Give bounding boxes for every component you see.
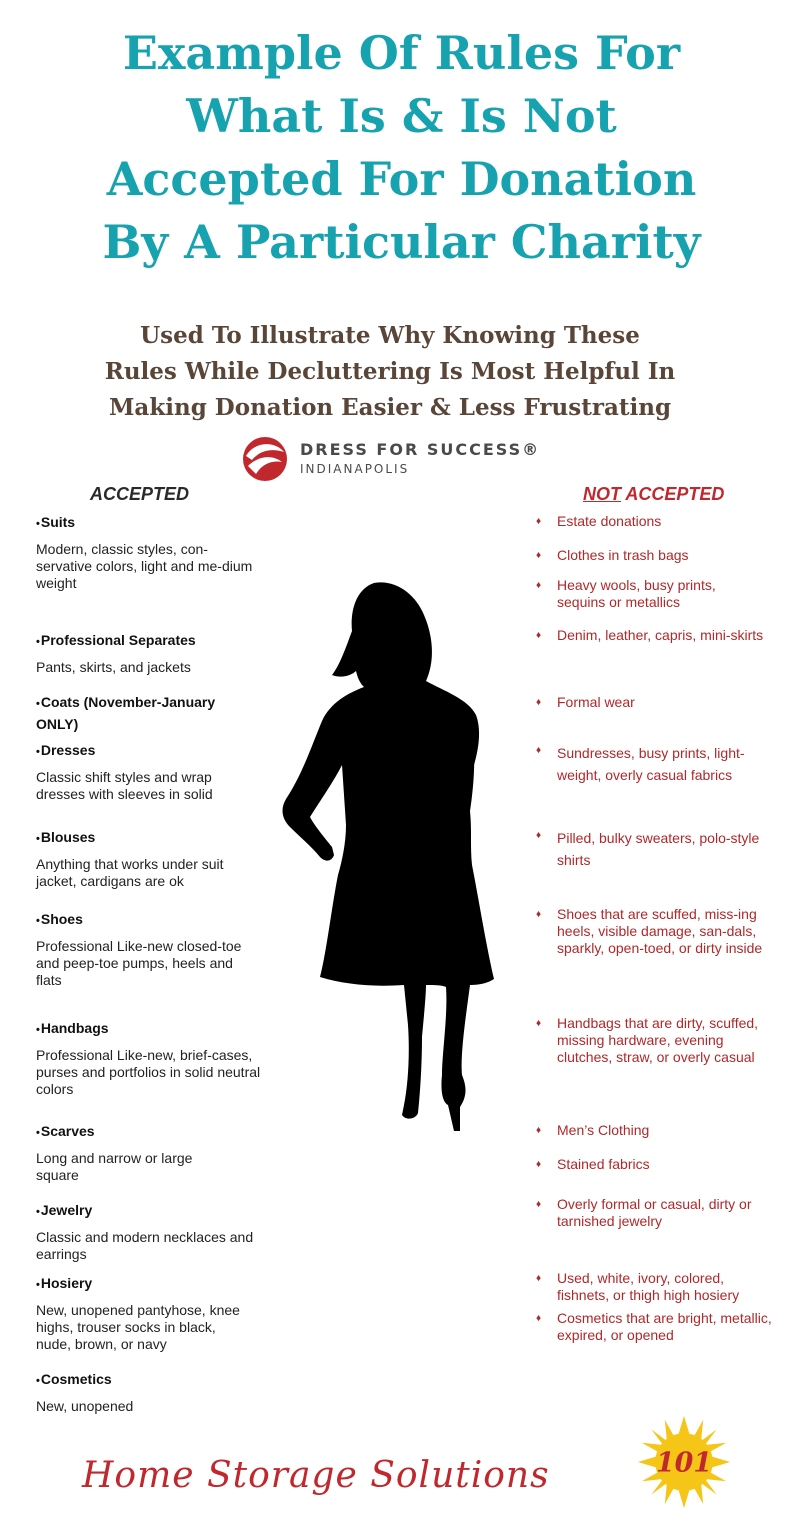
title-line: What Is & Is Not [186,89,617,143]
bullet-icon: ♦ [536,909,542,920]
accepted-item-desc: New, unopened pantyhose, knee highs, trouser socks in black, nude, brown, or navy [36,1302,240,1352]
accepted-heading: ACCEPTED [90,484,190,504]
not-accepted-item [536,694,776,711]
not-accepted-item [536,742,776,786]
accepted-item-heading: • Hosiery [36,1273,276,1295]
title-line: Accepted For Donation [106,152,697,206]
not-accepted-text: Formal wear [557,694,635,710]
bullet-icon: ♦ [536,745,542,756]
bullet-icon: ♦ [536,1199,542,1210]
bullet-icon: ♦ [536,630,542,641]
accepted-item-desc: Pants, skirts, and jackets [36,659,191,675]
accepted-item-heading: • Suits [36,512,276,534]
bullet-icon: ♦ [536,1018,542,1029]
accepted-item [36,1200,276,1263]
not-accepted-item [536,827,776,871]
logo-city-text: INDIANAPOLIS [300,462,410,476]
accepted-item-desc: Modern, classic styles, con-servative colors, light and me-dium weight [36,541,253,591]
accepted-item-heading: • Handbags [36,1018,276,1040]
bullet-icon: ♦ [536,1313,542,1324]
not-accepted-item [536,513,776,530]
home-storage-solutions-logo: Home Storage Solutions [82,1455,550,1496]
not-accepted-text: Cosmetics that are bright, metallic, expired, or opened [557,1310,772,1343]
accepted-item-desc: Professional Like-new closed-toe and peep-toe pumps, heels and flats [36,938,242,988]
bullet-icon: ♦ [536,1273,542,1284]
accepted-word: ACCEPTED [621,484,725,504]
accepted-item-desc: Long and narrow or large square [36,1150,193,1183]
subtitle-line: Rules While Decluttering Is Most Helpful In [104,358,676,385]
not-accepted-item [536,1196,776,1230]
accepted-item-heading: • Blouses [36,827,276,849]
main-title [0,22,803,274]
bullet-icon: ♦ [536,1159,542,1170]
title-line: By A Particular Charity [102,215,701,269]
not-accepted-item [536,1310,776,1344]
accepted-item [36,512,276,592]
accepted-item [36,740,276,803]
accepted-item-heading: • Coats (November-January ONLY) [36,692,251,734]
subtitle [0,318,780,426]
accepted-item-desc: Classic and modern necklaces and earrings [36,1229,254,1262]
not-accepted-item [536,1270,776,1304]
bullet-icon: ♦ [536,697,542,708]
not-accepted-item [536,547,776,564]
accepted-item [36,909,276,989]
not-accepted-text: Pilled, bulky sweaters, polo-style shirts [557,830,760,868]
accepted-item [36,630,276,676]
not-accepted-text: Used, white, ivory, colored, fishnets, or thigh high hosiery [557,1270,740,1303]
not-accepted-item [536,577,776,611]
swirl-logo-icon [240,436,290,482]
not-accepted-item [536,906,776,957]
badge-text: 101 [655,1447,713,1479]
accepted-item [36,1369,276,1415]
not-accepted-text: Stained fabrics [557,1156,650,1172]
accepted-item-desc: Anything that works under suit jacket, cardigans are ok [36,856,224,889]
not-accepted-text: Shoes that are scuffed, miss-ing heels, visible damage, san-dals, sparkly, open-toed, or dirty inside [557,906,763,956]
subtitle-line: Used To Illustrate Why Knowing These [140,322,640,349]
not-word: NOT [583,484,621,504]
accepted-item-heading: • Cosmetics [36,1369,276,1391]
accepted-item-heading: • Scarves [36,1121,276,1143]
dress-for-success-logo [240,436,580,482]
accepted-item-heading: • Jewelry [36,1200,276,1222]
subtitle-line: Making Donation Easier & Less Frustrating [108,394,672,421]
accepted-item-heading: • Professional Separates [36,630,276,652]
accepted-item-desc: Classic shift styles and wrap dresses with sleeves in solid [36,769,213,802]
bullet-icon: ♦ [536,516,542,527]
bullet-icon: ♦ [536,580,542,591]
not-accepted-text: Heavy wools, busy prints, sequins or metallics [557,577,716,610]
woman-silhouette [276,575,536,1135]
not-accepted-text: Clothes in trash bags [557,547,689,563]
not-accepted-item [536,1156,776,1173]
accepted-item-desc: New, unopened [36,1398,134,1414]
bullet-icon: ♦ [536,830,542,841]
accepted-item [36,1273,276,1353]
not-accepted-item [536,1122,776,1139]
bullet-icon: ♦ [536,1125,542,1136]
accepted-item-desc: Professional Like-new, brief-cases, purses and portfolios in solid neutral colors [36,1047,261,1097]
not-accepted-item [536,1015,776,1066]
accepted-item [36,1018,276,1098]
accepted-item-heading: • Dresses [36,740,276,762]
not-accepted-text: Estate donations [557,513,662,529]
accepted-item [36,692,251,734]
not-accepted-heading [583,484,724,505]
accepted-item [36,827,276,890]
not-accepted-text: Sundresses, busy prints, light-weight, overly casual fabrics [557,745,745,783]
accepted-item-heading: • Shoes [36,909,276,931]
not-accepted-text: Handbags that are dirty, scuffed, missing hardware, evening clutches, straw, or overly casual [557,1015,759,1065]
logo-brand-text: DRESS FOR SUCCESS® [300,440,541,459]
title-line: Example Of Rules For [122,26,681,80]
not-accepted-text: Men’s Clothing [557,1122,650,1138]
accepted-item [36,1121,276,1184]
not-accepted-text: Overly formal or casual, dirty or tarnished jewelry [557,1196,752,1229]
not-accepted-text: Denim, leather, capris, mini-skirts [557,627,764,643]
not-accepted-item [536,627,776,644]
sun-badge-icon [636,1414,732,1510]
bullet-icon: ♦ [536,550,542,561]
